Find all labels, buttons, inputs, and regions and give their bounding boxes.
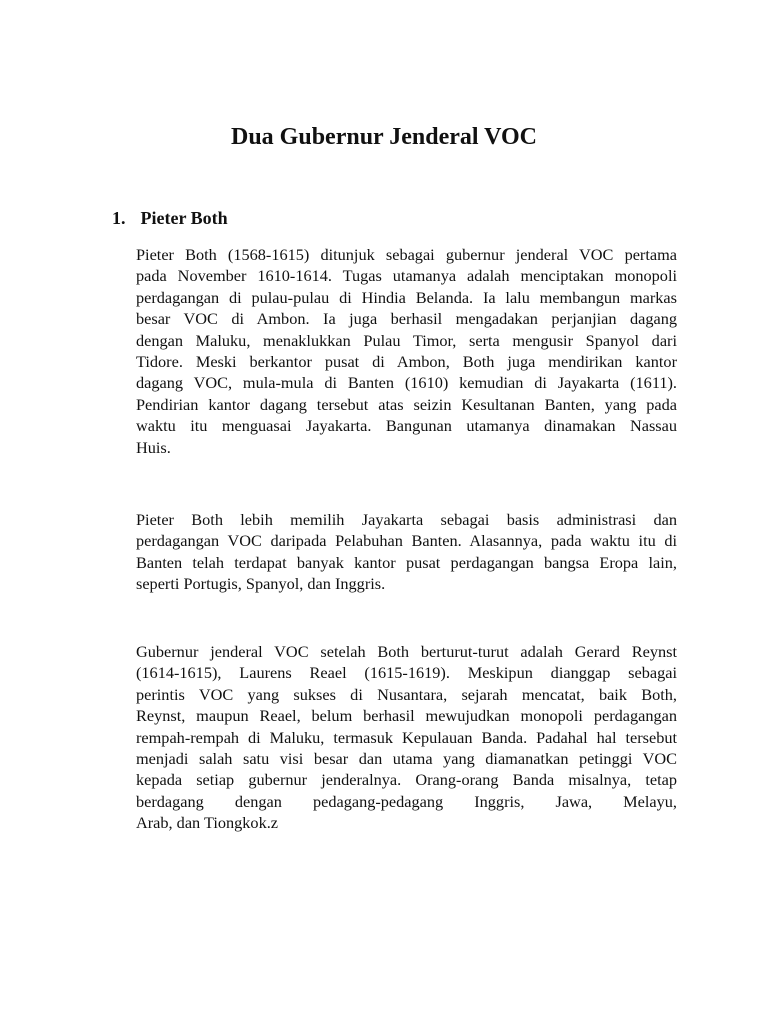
paragraph-line: Pieter Both lebih memilih Jayakarta sebagai basis administrasi dan — [136, 510, 677, 529]
paragraph-line: Banten telah terdapat banyak kantor pusat perdagangan bangsa Eropa lain, — [136, 552, 677, 572]
paragraph-line: Gubernur jenderal VOC setelah Both berturut-turut adalah Gerard Reynst — [136, 642, 677, 661]
paragraph-line: perdagangan VOC daripada Pelabuhan Banten. Alasannya, pada waktu itu di — [136, 531, 677, 551]
paragraph-2 — [136, 509, 677, 595]
section-number: 1. — [112, 208, 126, 228]
section-title: Pieter Both — [140, 208, 228, 228]
paragraph-line: besar VOC di Ambon. Ia juga berhasil mengadakan perjanjian dagang — [136, 309, 677, 329]
paragraph-line: (1614-1615), Laurens Reael (1615-1619). Meskipun dianggap sebagai — [136, 663, 677, 683]
paragraph-line: Arab, dan Tiongkok.z — [136, 813, 279, 833]
paragraph-line: Pendirian kantor dagang tersebut atas seizin Kesultanan Banten, yang pada — [136, 394, 677, 414]
paragraph-line: Tidore. Meski berkantor pusat di Ambon, Both juga mendirikan kantor — [136, 351, 677, 371]
paragraph-1 — [136, 244, 677, 458]
paragraph-line: Reynst, maupun Reael, belum berhasil mewujudkan monopoli perdagangan — [136, 706, 677, 726]
paragraph-line: dagang VOC, mula-mula di Banten (1610) kemudian di Jayakarta (1611). — [136, 373, 677, 393]
paragraph-3 — [136, 641, 677, 834]
section-heading — [112, 206, 228, 230]
paragraph-line: Huis. — [136, 437, 171, 457]
paragraph-line: dengan Maluku, menaklukkan Pulau Timor, serta mengusir Spanyol dari — [136, 330, 677, 350]
paragraph-line: pada November 1610-1614. Tugas utamanya adalah menciptakan monopoli — [136, 266, 677, 286]
paragraph-line: berdagang dengan pedagang-pedagang Inggris, Jawa, Melayu, — [136, 791, 677, 811]
paragraph-line: perdagangan di pulau-pulau di Hindia Belanda. Ia lalu membangun markas — [136, 287, 677, 307]
paragraph-line: waktu itu menguasai Jayakarta. Bangunan utamanya dinamakan Nassau — [136, 416, 677, 436]
paragraph-line: seperti Portugis, Spanyol, dan Inggris. — [136, 574, 386, 594]
paragraph-line: rempah-rempah di Maluku, termasuk Kepulauan Banda. Padahal hal tersebut — [136, 727, 677, 747]
paragraph-line: kepada setiap gubernur jenderalnya. Orang-orang Banda misalnya, tetap — [136, 770, 677, 790]
document-title: Dua Gubernur Jenderal VOC — [231, 124, 537, 150]
paragraph-line: menjadi salah satu visi besar dan utama yang diamanatkan petinggi VOC — [136, 748, 677, 768]
paragraph-line: Pieter Both (1568-1615) ditunjuk sebagai gubernur jenderal VOC pertama — [136, 245, 677, 264]
paragraph-line: perintis VOC yang sukses di Nusantara, sejarah mencatat, baik Both, — [136, 684, 677, 704]
